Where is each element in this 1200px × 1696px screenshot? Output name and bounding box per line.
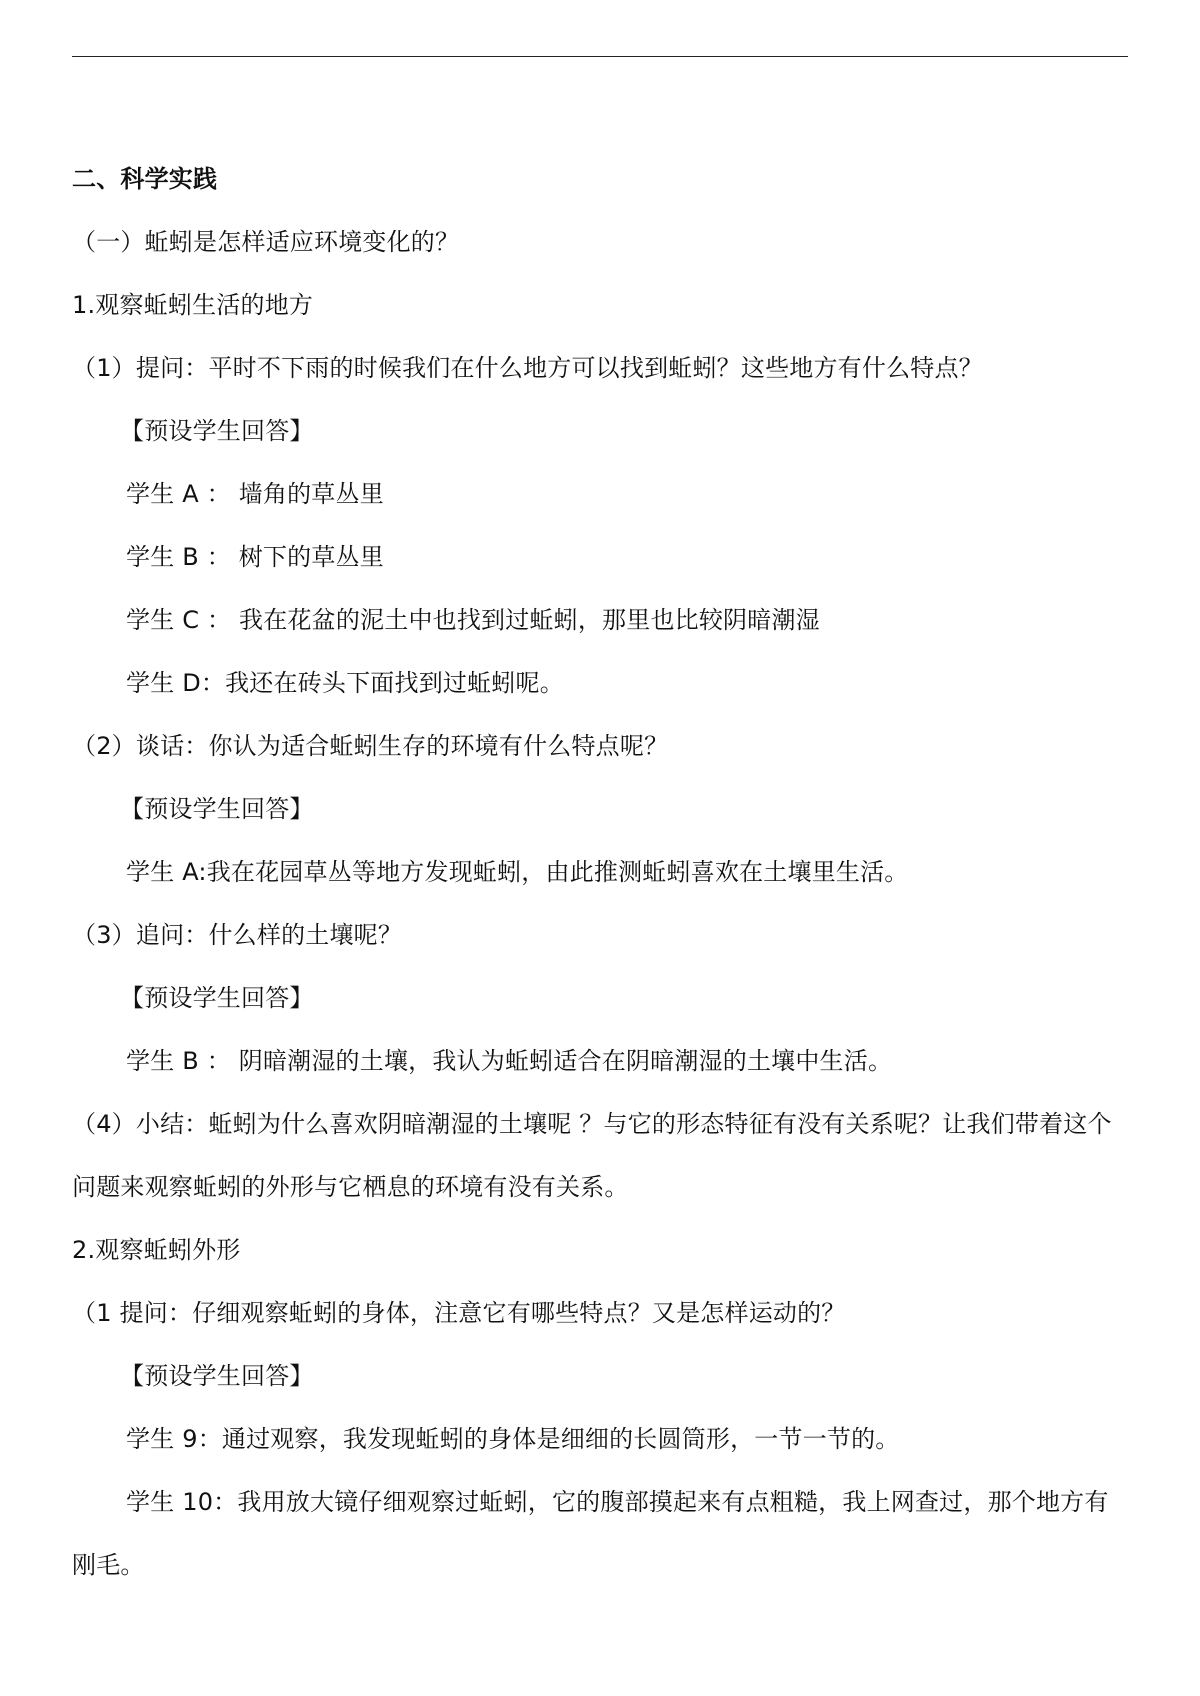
part1-question-3: （3）追问：什么样的土壤呢？ [72,921,403,949]
section-subtitle: （一）蚯蚓是怎样适应环境变化的？ [72,228,460,256]
student-answer-c: 学生 C ： 我在花盆的泥土中也找到过蚯蚓，那里也比较阴暗潮湿 [126,606,820,634]
student-answer-b-2: 学生 B ： 阴暗潮湿的土壤，我认为蚯蚓适合在阴暗潮湿的土壤中生活。 [126,1047,893,1075]
part1-question-2: （2）谈话：你认为适合蚯蚓生存的环境有什么特点呢？ [72,732,669,760]
part1-summary: （4）小结：蚯蚓为什么喜欢阴暗潮湿的土壤呢 ？与它的形态特征有没有关系呢？让我们带着这个问题来观察蚯蚓的外形与它栖息的环境有没有关系。 [72,1110,1112,1201]
student-answer-a: 学生 A ： 墙角的草丛里 [126,480,384,508]
part2-heading: 2.观察蚯蚓外形 [72,1236,241,1264]
document-body [72,148,1132,1597]
student-answer-10: 学生 10：我用放大镜仔细观察过蚯蚓，它的腹部摸起来有点粗糙，我上网查过，那个地方有刚毛。 [72,1488,1109,1579]
part1-question-1: （1）提问：平时不下雨的时候我们在什么地方可以找到蚯蚓？这些地方有什么特点？ [72,354,983,382]
preset-answer-label-1: 【预设学生回答】 [120,417,314,445]
section-title: 二、科学实践 [72,165,218,193]
preset-answer-label-4: 【预设学生回答】 [120,1362,314,1390]
student-answer-d: 学生 D：我还在砖头下面找到过蚯蚓呢。 [126,669,564,697]
student-answer-b: 学生 B ： 树下的草丛里 [126,543,384,571]
part1-heading: 1.观察蚯蚓生活的地方 [72,291,314,319]
header-rule [72,56,1128,57]
student-answer-a-2: 学生 A:我在花园草丛等地方发现蚯蚓，由此推测蚯蚓喜欢在土壤里生活。 [126,858,909,886]
part2-question-1: （1 提问：仔细观察蚯蚓的身体，注意它有哪些特点？又是怎样运动的？ [72,1299,846,1327]
student-answer-9: 学生 9：通过观察，我发现蚯蚓的身体是细细的长圆筒形，一节一节的。 [126,1425,900,1453]
preset-answer-label-2: 【预设学生回答】 [120,795,314,823]
preset-answer-label-3: 【预设学生回答】 [120,984,314,1012]
